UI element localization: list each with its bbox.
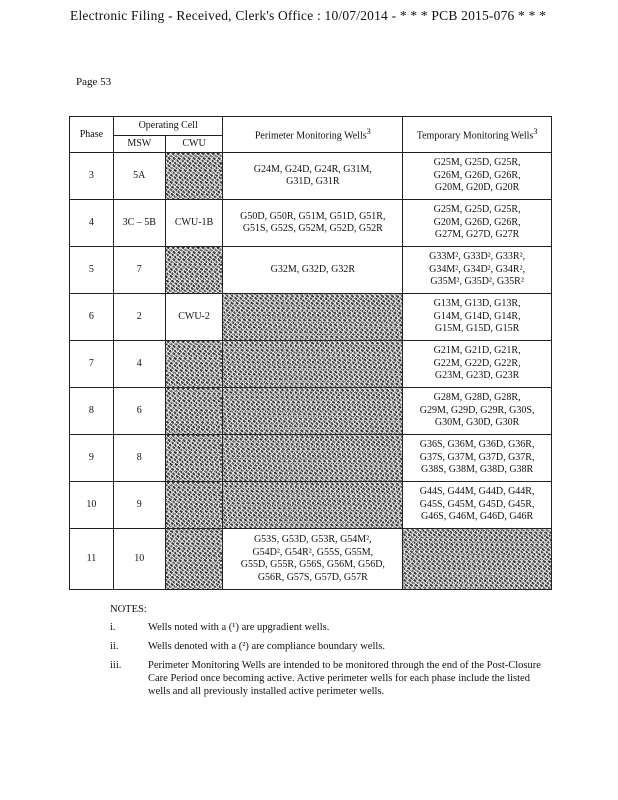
header-cwu: CWU <box>165 136 223 153</box>
header-perimeter-sup: 3 <box>366 127 371 137</box>
cell-phase: 3 <box>70 153 114 200</box>
cell-temporary <box>403 388 552 435</box>
cell-temporary <box>403 529 552 590</box>
cell-msw: 7 <box>113 247 165 294</box>
well-line: G31D, G31R <box>286 176 340 187</box>
notes-title: NOTES: <box>110 604 147 615</box>
well-line: G33M², G33D², G33R², <box>429 251 526 263</box>
table-body <box>70 153 552 590</box>
cell-perimeter <box>223 341 403 388</box>
well-line: G15M, G15D, G15R <box>434 323 520 335</box>
note-item <box>110 621 550 634</box>
header-perimeter-wells <box>223 117 403 153</box>
well-line: G38S, G38M, G38D, G38R <box>420 464 534 476</box>
cell-phase: 8 <box>70 388 114 435</box>
note-text: Perimeter Monitoring Wells are intended to be monitored through the end of the Post-Closure Care Period once becoming active. Active perimeter wells for each phase include the listed wells and all previously installed active perimeter wells. <box>148 660 541 697</box>
well-line: G45S, G45M, G45D, G45R, <box>419 498 535 510</box>
header-msw: MSW <box>113 136 165 153</box>
cell-msw: 8 <box>113 435 165 482</box>
notes-section <box>110 604 550 704</box>
header-perimeter-label: Perimeter Monitoring Wells <box>254 130 367 142</box>
well-line: G34M², G34D², G34R², <box>429 263 526 275</box>
table-row <box>70 153 552 200</box>
cell-phase: 7 <box>70 341 114 388</box>
cell-temporary <box>403 294 552 341</box>
cell-msw: 2 <box>113 294 165 341</box>
cell-phase: 11 <box>70 529 114 590</box>
well-line: G22M, G22D, G22R, <box>433 357 521 369</box>
well-line: G46S, G46M, G46D, G46R <box>420 511 534 523</box>
well-line: G24M, G24D, G24R, G31M, <box>253 163 372 175</box>
cell-temporary <box>403 153 552 200</box>
cell-msw: 6 <box>113 388 165 435</box>
cell-cwu <box>165 153 223 200</box>
cell-msw: 3C – 5B <box>113 200 165 247</box>
cell-cwu <box>165 247 223 294</box>
note-text: Wells noted with a (¹) are upgradient wells. <box>148 622 330 633</box>
header-temporary-label: Temporary Monitoring Wells <box>416 130 534 142</box>
table-row <box>70 388 552 435</box>
table-row <box>70 482 552 529</box>
cell-perimeter <box>223 482 403 529</box>
well-line: G21M, G21D, G21R, <box>433 345 521 357</box>
cell-phase: 6 <box>70 294 114 341</box>
well-line: G36S, G36M, G36D, G36R, <box>419 439 535 451</box>
cell-msw: 9 <box>113 482 165 529</box>
header-temporary-wells <box>403 117 552 153</box>
well-line: G20M, G20D, G20R <box>434 182 520 194</box>
well-line: G51S, G52S, G52M, G52D, G52R <box>242 223 383 234</box>
cell-perimeter <box>223 200 403 247</box>
well-line: G35M², G35D², G35R² <box>430 276 524 288</box>
well-line: G26M, G26D, G26R, <box>433 169 521 181</box>
note-number: ii. <box>110 641 119 652</box>
cell-temporary <box>403 341 552 388</box>
cell-phase: 5 <box>70 247 114 294</box>
table-row <box>70 529 552 590</box>
note-text: Wells denoted with a (²) are compliance boundary wells. <box>148 641 386 652</box>
cell-perimeter <box>223 529 403 590</box>
cell-msw: 10 <box>113 529 165 590</box>
cell-cwu <box>165 388 223 435</box>
well-line: G37S, G37M, G37D, G37R, <box>419 451 535 463</box>
cell-phase: 9 <box>70 435 114 482</box>
filing-header: Electronic Filing - Received, Clerk's Office : 10/07/2014 - * * * PCB 2015-076 * * * <box>70 8 547 23</box>
well-line: G44S, G44M, G44D, G44R, <box>419 486 535 498</box>
cell-temporary <box>403 482 552 529</box>
cell-perimeter <box>223 388 403 435</box>
note-number: i. <box>110 622 116 633</box>
well-line: G29M, G29D, G29R, G30S, <box>419 404 535 416</box>
cell-cwu: CWU-2 <box>165 294 223 341</box>
cell-msw: 5A <box>113 153 165 200</box>
cell-perimeter <box>223 153 403 200</box>
table-row <box>70 435 552 482</box>
well-line: G27M, G27D, G27R <box>434 229 520 241</box>
well-line: G25M, G25D, G25R, <box>433 204 521 216</box>
well-line: G53S, G53D, G53R, G54M², <box>253 534 372 545</box>
well-line: G14M, G14D, G14R, <box>433 310 521 322</box>
well-line: G56R, G57S, G57D, G57R <box>257 571 368 583</box>
cell-cwu <box>165 482 223 529</box>
cell-perimeter <box>223 247 403 294</box>
cell-cwu: CWU-1B <box>165 200 223 247</box>
cell-temporary <box>403 200 552 247</box>
notes-list <box>110 621 550 698</box>
well-line: G54D², G54R², G55S, G55M, <box>252 546 374 558</box>
table-row <box>70 247 552 294</box>
cell-cwu <box>165 341 223 388</box>
well-line: G23M, G23D, G23R <box>434 370 520 382</box>
table-row <box>70 294 552 341</box>
well-line: G32M, G32D, G32R <box>270 263 356 275</box>
header-temporary-sup: 3 <box>533 127 538 137</box>
well-line: G20M, G26D, G26R, <box>433 216 521 228</box>
note-item <box>110 640 550 653</box>
cell-perimeter <box>223 294 403 341</box>
cell-phase: 4 <box>70 200 114 247</box>
cell-temporary <box>403 435 552 482</box>
cell-cwu <box>165 529 223 590</box>
well-line: G50D, G50R, G51M, G51D, G51R, <box>240 210 386 222</box>
well-line: G13M, G13D, G13R, <box>433 298 521 310</box>
well-line: G28M, G28D, G28R, <box>433 392 521 404</box>
cell-msw: 4 <box>113 341 165 388</box>
cell-perimeter <box>223 435 403 482</box>
cell-temporary <box>403 247 552 294</box>
cell-phase: 10 <box>70 482 114 529</box>
header-operating-cell: Operating Cell <box>113 117 223 136</box>
well-line: G55D, G55R, G56S, G56M, G56D, <box>240 559 385 570</box>
page-number: Page 53 <box>76 76 112 88</box>
table-row <box>70 200 552 247</box>
table-row <box>70 341 552 388</box>
note-item <box>110 659 550 698</box>
header-phase: Phase <box>70 117 114 153</box>
well-line: G30M, G30D, G30R <box>434 417 520 429</box>
cell-cwu <box>165 435 223 482</box>
monitoring-wells-table <box>69 116 552 590</box>
well-line: G25M, G25D, G25R, <box>433 157 521 169</box>
note-number: iii. <box>110 660 122 671</box>
